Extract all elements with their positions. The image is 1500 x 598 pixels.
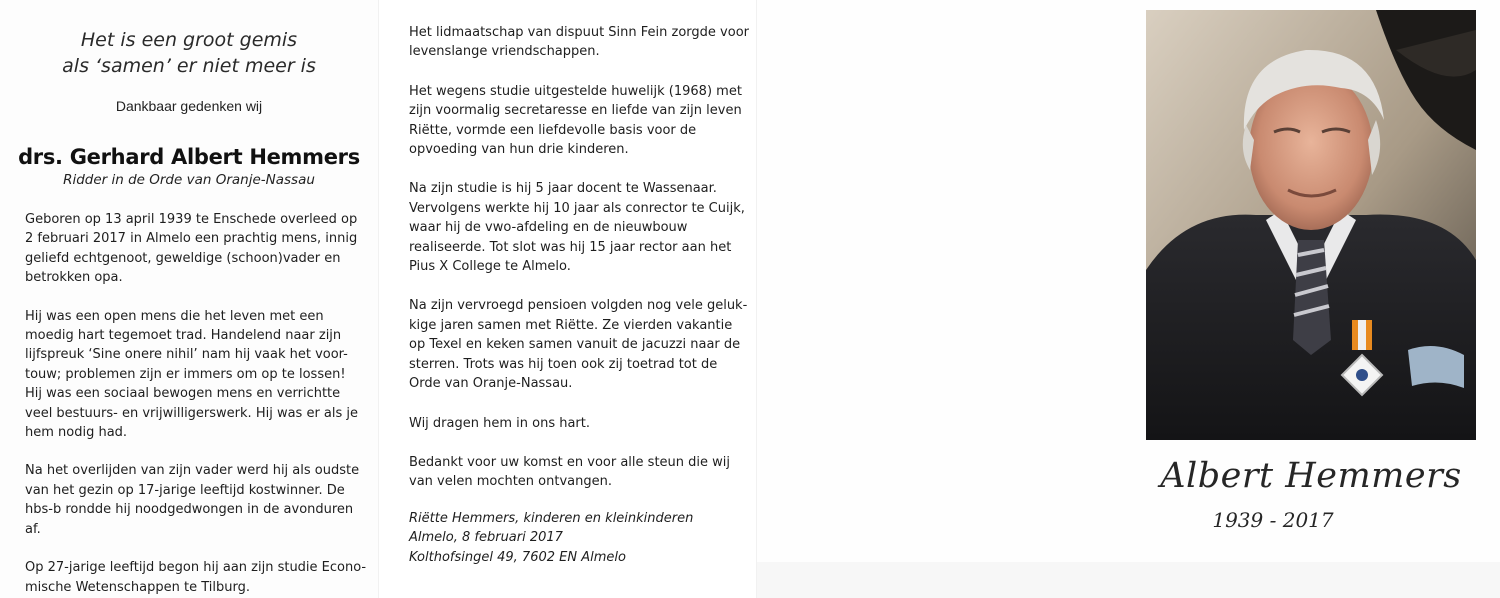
left-column-text [25,210,370,597]
paragraph [409,23,749,62]
deceased-full-name: drs. Gerhard Albert Hemmers [18,145,360,169]
text-line: Hij was een sociaal bewogen mens en verrichtte [25,386,341,402]
signature-line: Almelo, 8 februari 2017 [409,530,563,546]
portrait-years: 1939 - 2017 [1212,508,1334,532]
signature-line: Kolthofsingel 49, 7602 EN Almelo [409,549,626,565]
text-line: Het wegens studie uitgestelde huwelijk (1968) met [409,83,742,99]
quote [0,27,378,79]
text-line: 2 februari 2017 in Almelo een prachtig mens, innig [25,231,358,247]
text-line: af. [25,521,41,537]
text-line: Na zijn studie is hij 5 jaar docent te Wassenaar. [409,181,717,197]
text-line: van het gezin op 17-jarige leeftijd kostwinner. De [25,482,345,498]
text-line: lijfspreuk ‘Sine onere nihil’ nam hij vaak het voor- [25,347,348,363]
text-line: Na zijn vervroegd pensioen volgden nog vele geluk- [409,298,748,314]
paragraph [409,414,749,433]
text-line: waar hij de vwo-afdeling en de nieuwbouw [409,220,688,236]
text-line: levenslange vriendschappen. [409,44,600,60]
text-line: Vervolgens werkte hij 10 jaar als conrector te Cuijk, [409,200,745,216]
text-line: veel bestuurs- en vrijwilligerswerk. Hij was er als je [25,405,359,421]
text-line: Wij dragen hem in ons hart. [409,415,591,431]
text-line: Het lidmaatschap van dispuut Sinn Fein zorgde voor [409,25,750,40]
text-line: kige jaren samen met Riëtte. Ze vierden vakantie [409,317,733,333]
text-line: Pius X College te Almelo. [409,259,571,275]
paragraph [25,461,370,539]
bottom-shade [756,562,1500,598]
middle-column-text [409,23,749,492]
quote-line: als ‘samen’ er niet meer is [62,55,316,77]
text-line: opvoeding van hun drie kinderen. [409,142,629,158]
text-line: Na het overlijden van zijn vader werd hij als oudste [25,463,360,479]
paragraph [409,296,749,393]
text-line: betrokken opa. [25,270,123,286]
text-line: hbs-b rondde hij noodgedwongen in de avonduren [25,502,354,518]
quote-line: Het is een groot gemis [80,29,298,51]
text-line: op Texel en keken samen vanuit de jacuzzi naar de [409,337,741,353]
text-line: hem nodig had. [25,425,128,441]
text-line: Hij was een open mens die het leven met een [25,308,324,324]
text-line: moedig hart tegemoet trad. Handelend naar zijn [25,328,342,344]
portrait-photo [1146,10,1476,440]
text-line: van velen mochten ontvangen. [409,474,612,490]
fold-line [378,0,379,598]
paragraph [409,179,749,276]
honour-subtitle: Ridder in de Orde van Oranje-Nassau [63,172,315,188]
text-line: Op 27-jarige leeftijd begon hij aan zijn studie Econo- [25,560,367,576]
paragraph [25,558,370,597]
paragraph [409,453,749,492]
text-line: Geboren op 13 april 1939 te Enschede overleed op [25,212,358,227]
text-line: Orde van Oranje-Nassau. [409,376,573,392]
intro-text: Dankbaar gedenken wij [115,98,263,114]
paragraph [25,210,370,288]
text-line: zijn voormalig secretaresse en liefde van zijn leven [409,103,742,119]
text-line: mische Wetenschappen te Tilburg. [25,579,250,595]
text-line: realiseerde. Tot slot was hij 15 jaar rector aan het [409,239,732,255]
signature-block [409,509,749,567]
text-line: Riëtte, vormde een liefdevolle basis voor de [409,122,697,138]
portrait-name: Albert Hemmers [1160,456,1462,496]
signature-line: Riëtte Hemmers, kinderen en kleinkinderen [409,511,694,526]
paragraph [409,82,749,160]
text-line: touw; problemen zijn er immers om op te lossen! [25,366,346,382]
text-line: Bedankt voor uw komst en voor alle steun die wij [409,454,730,470]
paragraph [25,307,370,443]
text-line: geliefd echtgenoot, geweldige (schoon)vader en [25,250,341,266]
text-line: sterren. Trots was hij toen ook zij toetrad tot de [409,356,718,372]
fold-line [756,0,757,598]
